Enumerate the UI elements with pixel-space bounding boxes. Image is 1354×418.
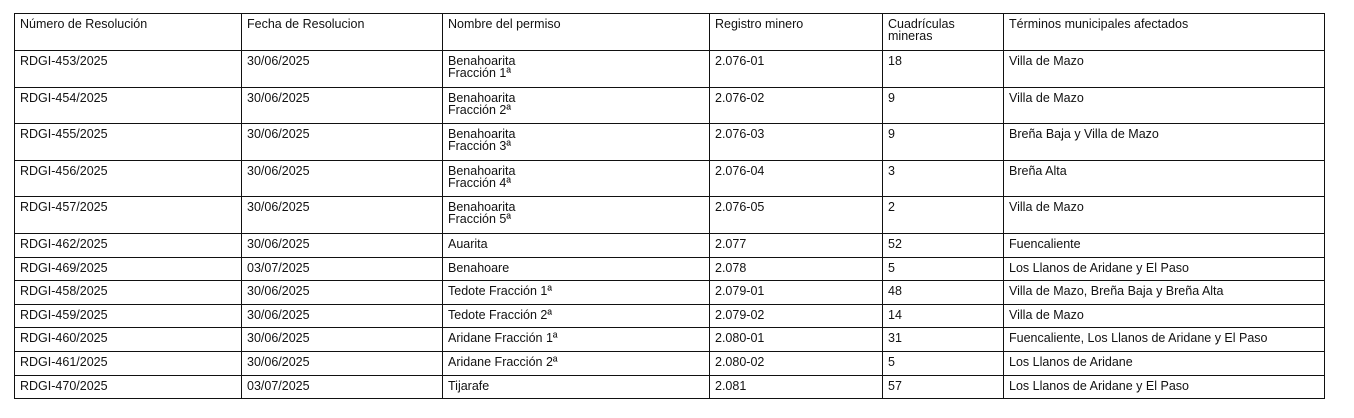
cell-terminos: Villa de Mazo <box>1004 87 1325 124</box>
cell-registro: 2.079-02 <box>710 304 883 328</box>
cell-fecha: 30/06/2025 <box>242 351 443 375</box>
cell-fecha: 30/06/2025 <box>242 197 443 234</box>
permit-name-line: Aridane Fracción 1ª <box>448 331 558 346</box>
cell-fecha: 03/07/2025 <box>242 375 443 399</box>
cell-cuadriculas: 5 <box>883 257 1004 281</box>
cell-nombre <box>443 328 710 352</box>
permit-name-line: Tedote Fracción 2ª <box>448 307 552 322</box>
table-row <box>15 160 1325 197</box>
header-terminos: Términos municipales afectados <box>1004 14 1325 51</box>
cell-terminos: Los Llanos de Aridane <box>1004 351 1325 375</box>
cell-registro: 2.080-02 <box>710 351 883 375</box>
cell-terminos: Los Llanos de Aridane y El Paso <box>1004 257 1325 281</box>
header-cuadriculas: Cuadrículas mineras <box>883 14 1004 51</box>
cell-numero: RDGI-457/2025 <box>15 197 242 234</box>
cell-numero: RDGI-453/2025 <box>15 51 242 88</box>
resolutions-table <box>14 13 1325 399</box>
cell-cuadriculas: 9 <box>883 87 1004 124</box>
cell-registro: 2.076-02 <box>710 87 883 124</box>
cell-fecha: 30/06/2025 <box>242 328 443 352</box>
cell-cuadriculas: 5 <box>883 351 1004 375</box>
cell-registro: 2.079-01 <box>710 281 883 305</box>
permit-name-line: Benahoarita <box>448 200 516 215</box>
cell-fecha: 30/06/2025 <box>242 51 443 88</box>
cell-numero: RDGI-460/2025 <box>15 328 242 352</box>
cell-fecha: 30/06/2025 <box>242 304 443 328</box>
permit-name-line: Tedote Fracción 1ª <box>448 284 552 299</box>
cell-fecha: 30/06/2025 <box>242 87 443 124</box>
cell-cuadriculas: 9 <box>883 124 1004 161</box>
cell-nombre <box>443 351 710 375</box>
table-row <box>15 304 1325 328</box>
cell-nombre <box>443 375 710 399</box>
cell-numero: RDGI-461/2025 <box>15 351 242 375</box>
cell-numero: RDGI-456/2025 <box>15 160 242 197</box>
cell-nombre <box>443 160 710 197</box>
table-body <box>15 51 1325 399</box>
table-row <box>15 351 1325 375</box>
cell-fecha: 30/06/2025 <box>242 124 443 161</box>
cell-terminos: Breña Alta <box>1004 160 1325 197</box>
permit-name-line: Fracción 3ª <box>448 139 511 154</box>
cell-registro: 2.076-01 <box>710 51 883 88</box>
header-registro: Registro minero <box>710 14 883 51</box>
cell-cuadriculas: 57 <box>883 375 1004 399</box>
cell-nombre <box>443 304 710 328</box>
header-numero: Número de Resolución <box>15 14 242 51</box>
cell-numero: RDGI-455/2025 <box>15 124 242 161</box>
cell-cuadriculas: 14 <box>883 304 1004 328</box>
cell-fecha: 30/06/2025 <box>242 160 443 197</box>
permit-name-line: Fracción 5ª <box>448 212 511 227</box>
cell-terminos: Breña Baja y Villa de Mazo <box>1004 124 1325 161</box>
permit-name-line: Benahoarita <box>448 90 516 105</box>
cell-terminos: Los Llanos de Aridane y El Paso <box>1004 375 1325 399</box>
cell-nombre <box>443 257 710 281</box>
cell-nombre <box>443 281 710 305</box>
permit-name-line: Benahoare <box>448 260 510 275</box>
table-row <box>15 328 1325 352</box>
permit-name-line: Benahoarita <box>448 163 516 178</box>
cell-fecha: 30/06/2025 <box>242 281 443 305</box>
cell-registro: 2.077 <box>710 233 883 257</box>
cell-numero: RDGI-470/2025 <box>15 375 242 399</box>
cell-terminos: Fuencaliente <box>1004 233 1325 257</box>
cell-cuadriculas: 3 <box>883 160 1004 197</box>
cell-cuadriculas: 2 <box>883 197 1004 234</box>
cell-registro: 2.078 <box>710 257 883 281</box>
header-fecha: Fecha de Resolucion <box>242 14 443 51</box>
permit-name-line: Fracción 2ª <box>448 102 511 117</box>
cell-fecha: 30/06/2025 <box>242 233 443 257</box>
cell-registro: 2.081 <box>710 375 883 399</box>
cell-cuadriculas: 31 <box>883 328 1004 352</box>
cell-registro: 2.080-01 <box>710 328 883 352</box>
permit-name-line: Fracción 4ª <box>448 175 511 190</box>
cell-cuadriculas: 18 <box>883 51 1004 88</box>
cell-terminos: Villa de Mazo, Breña Baja y Breña Alta <box>1004 281 1325 305</box>
cell-registro: 2.076-05 <box>710 197 883 234</box>
cell-terminos: Villa de Mazo <box>1004 51 1325 88</box>
header-nombre: Nombre del permiso <box>443 14 710 51</box>
cell-numero: RDGI-469/2025 <box>15 257 242 281</box>
table-row <box>15 375 1325 399</box>
table-row <box>15 281 1325 305</box>
cell-numero: RDGI-462/2025 <box>15 233 242 257</box>
cell-cuadriculas: 52 <box>883 233 1004 257</box>
cell-terminos: Fuencaliente, Los Llanos de Aridane y El Paso <box>1004 328 1325 352</box>
table-row <box>15 233 1325 257</box>
cell-numero: RDGI-459/2025 <box>15 304 242 328</box>
permit-name-line: Aridane Fracción 2ª <box>448 354 558 369</box>
cell-nombre <box>443 87 710 124</box>
cell-nombre <box>443 124 710 161</box>
table-row <box>15 124 1325 161</box>
permit-name-line: Auarita <box>448 236 488 251</box>
cell-terminos: Villa de Mazo <box>1004 197 1325 234</box>
table-header-row <box>15 14 1325 51</box>
cell-terminos: Villa de Mazo <box>1004 304 1325 328</box>
cell-registro: 2.076-03 <box>710 124 883 161</box>
cell-nombre <box>443 51 710 88</box>
cell-nombre <box>443 197 710 234</box>
table-row <box>15 257 1325 281</box>
cell-registro: 2.076-04 <box>710 160 883 197</box>
table-row <box>15 87 1325 124</box>
cell-numero: RDGI-458/2025 <box>15 281 242 305</box>
permit-name-line: Fracción 1ª <box>448 66 511 80</box>
cell-numero: RDGI-454/2025 <box>15 87 242 124</box>
permit-name-line: Benahoarita <box>448 54 516 68</box>
permit-name-line: Benahoarita <box>448 127 516 142</box>
permit-name-line: Tijarafe <box>448 378 490 393</box>
cell-nombre <box>443 233 710 257</box>
table-row <box>15 51 1325 88</box>
cell-fecha: 03/07/2025 <box>242 257 443 281</box>
table-row <box>15 197 1325 234</box>
cell-cuadriculas: 48 <box>883 281 1004 305</box>
